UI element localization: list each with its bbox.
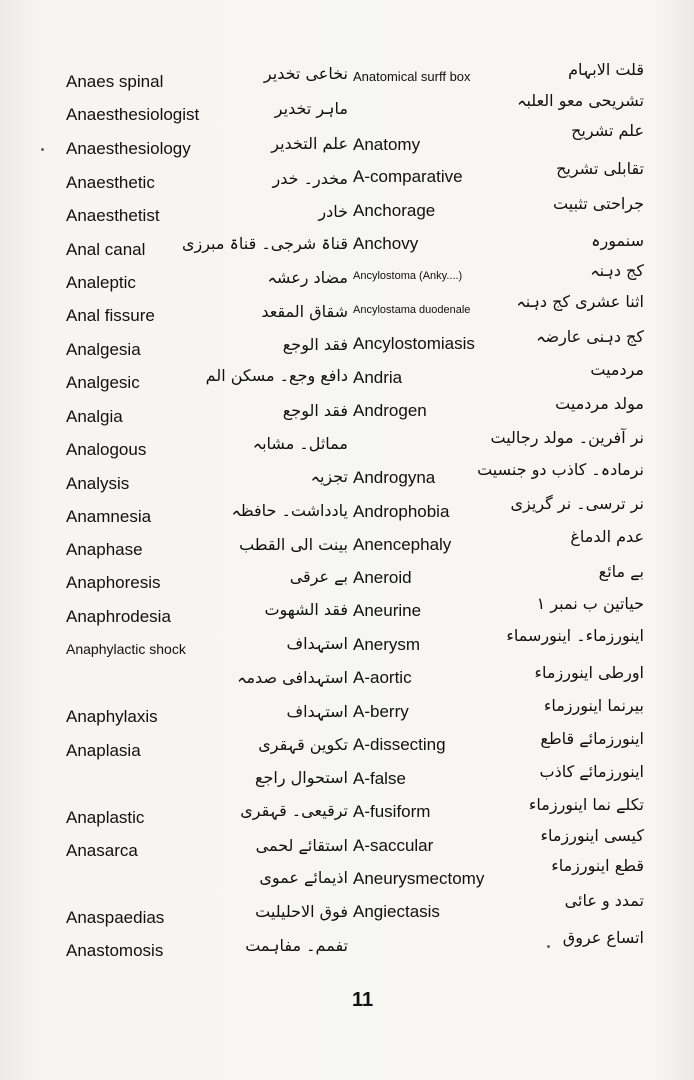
right_urdu-entry: کج دہنی عارضہ	[536, 327, 644, 346]
mid_column-entry: Aneroid	[353, 568, 412, 587]
left_column-entry: Anastomosis	[66, 941, 164, 960]
left_column-entry: Anaesthetic	[66, 173, 155, 192]
mid_column-entry: Anatomy	[353, 135, 421, 154]
left_urdu-entry: استہداف	[286, 702, 348, 721]
left_urdu-entry: اذیمائے عموی	[259, 868, 348, 887]
right_urdu-entry: تمدد و عائی	[564, 891, 644, 910]
mid_column-entry: Androgyna	[353, 468, 436, 487]
left_column-entry: Analeptic	[66, 273, 136, 292]
right_urdu-entry: کج دہنہ	[590, 261, 644, 280]
mid_column-entry: Anencephaly	[353, 535, 452, 554]
left_urdu-entry: تفمم۔ مفاہمت	[245, 936, 348, 955]
mid_column-entry: Andria	[353, 368, 403, 387]
left_column-entry: Analgia	[66, 407, 123, 426]
left_column-entry: Anaspaedias	[66, 908, 165, 927]
left_column-entry: Anal fissure	[66, 306, 155, 325]
left_urdu-entry: تکوین قہقری	[258, 735, 348, 754]
mid_column-entry: A-berry	[353, 702, 409, 721]
right_urdu-entry: اورطی اینورزماء	[534, 663, 644, 682]
mid_column-entry: A-dissecting	[353, 735, 446, 754]
page-number: 11	[352, 989, 374, 1011]
left_urdu-entry: بینت الی القطب	[239, 535, 348, 554]
right_urdu-entry: نر آفرین۔ مولد رجالیت	[490, 428, 644, 447]
left_urdu-entry: شقاق المقعد	[261, 302, 348, 321]
right_urdu-entry: مردمیت	[590, 360, 644, 379]
left_column-entry: Analgesia	[66, 340, 141, 359]
left_urdu-entry: علم التخدیر	[271, 134, 348, 153]
right_urdu-entry: بیرنما اینورزماء	[543, 696, 644, 715]
left_urdu-entry: مماثل۔ مشابہ	[252, 434, 348, 453]
left_urdu-entry: تجزیہ	[310, 467, 348, 486]
left_urdu-entry: نخاعی تخدیر	[263, 64, 348, 83]
left_urdu-entry: استقائے لحمی	[255, 836, 348, 855]
left_column-entry: Anaplasia	[66, 741, 141, 760]
right_urdu-entry: نر ترسی۔ نر گریزی	[510, 494, 644, 513]
right_urdu-entry: حیاتین ب نمبر ۱	[536, 594, 644, 613]
left_column-entry: Anamnesia	[66, 507, 152, 526]
paper-speck	[41, 148, 44, 151]
left_urdu-entry: یادداشت۔ حافظہ	[231, 501, 348, 520]
right_urdu-entry: اینورزمائے کاذب	[539, 762, 644, 781]
left_column-entry: Anaes spinal	[66, 72, 164, 91]
left_column-entry: Anaesthesiologist	[66, 105, 200, 124]
left_column-entry: Analysis	[66, 474, 130, 493]
left_column-entry: Anaesthetist	[66, 206, 160, 225]
left_column-entry: Anaphylactic shock	[66, 641, 186, 657]
mid_column-entry: Ancylostoma (Anky....)	[353, 270, 463, 282]
right_urdu-entry: قطع اینورزماء	[551, 856, 644, 875]
left_urdu-entry: ترقیعی۔ قہقری	[240, 801, 348, 820]
right_urdu-entry: سنمورہ	[591, 231, 644, 250]
mid_column-entry: Anchorage	[353, 201, 436, 220]
left_urdu-entry: قناۃ شرجی۔ قناۃ مبرزی	[181, 234, 348, 253]
left_column-entry: Anaphoresis	[66, 573, 161, 592]
left_urdu-entry: فوق الاحلیلیت	[255, 902, 348, 921]
right_urdu-entry: کیسی اینورزماء	[540, 826, 644, 845]
left_urdu-entry: استہدافی صدمہ	[237, 668, 348, 687]
left_urdu-entry: فقد الوجع	[282, 401, 348, 420]
left_urdu-entry: استحوال راجع	[254, 768, 348, 787]
right_urdu-entry: تقابلی تشریح	[556, 159, 644, 178]
left_column-entry: Anaphase	[66, 540, 143, 559]
mid_column-entry: Ancylostama duodenale	[353, 304, 471, 316]
mid_column-entry: A-saccular	[353, 836, 434, 855]
mid_column-entry: A-comparative	[353, 167, 463, 186]
left_urdu-entry: مخدر۔ خدر	[272, 169, 348, 188]
right_urdu-entry: تکلے نما اینورزماء	[528, 795, 644, 814]
left_column-entry: Anal canal	[66, 240, 146, 259]
mid_column-entry: Aneurysmectomy	[353, 869, 485, 888]
mid_column-entry: Androgen	[353, 401, 427, 420]
right_urdu-entry: اینورزمائے قاطع	[540, 729, 644, 748]
left_column-entry: Anaesthesiology	[66, 139, 191, 158]
mid_column-entry: Anerysm	[353, 635, 421, 654]
left_column-entry: Anaplastic	[66, 808, 145, 827]
paper-speck	[547, 945, 550, 948]
left_urdu-entry: مضاد رعشہ	[267, 268, 348, 287]
mid_column-entry: A-false	[353, 769, 406, 788]
right_urdu-entry: نرمادہ۔ کاذب دو جنسیت	[477, 460, 644, 479]
left_urdu-entry: دافع وجع۔ مسکن الم	[205, 366, 348, 385]
left_urdu-entry: خادر	[318, 202, 348, 221]
left_urdu-entry: فقد الوجع	[282, 335, 348, 354]
mid_column-entry: Aneurine	[353, 601, 422, 620]
right_urdu-entry: جراحتی تثبیت	[553, 194, 644, 213]
left_urdu-entry: بے عرقی	[289, 567, 348, 586]
right_urdu-entry: قلت الابہام	[568, 60, 644, 79]
mid_column-entry: Anchovy	[353, 234, 419, 253]
left_urdu-entry: ماہر تخدیر	[274, 99, 348, 118]
mid_column-entry: Androphobia	[353, 502, 450, 521]
right_urdu-entry: تشریحی معو العلبہ	[517, 91, 644, 110]
right_urdu-entry: بے مائع	[598, 562, 644, 581]
right_urdu-entry: عدم الدماغ	[570, 527, 644, 546]
left_urdu-entry: فقد الشھوت	[264, 600, 348, 619]
mid_column-entry: Ancylostomiasis	[353, 334, 475, 353]
right_urdu-entry: اتساع عروق	[562, 928, 644, 947]
mid_column-entry: A-aortic	[353, 668, 412, 687]
left_column-entry: Anasarca	[66, 841, 138, 860]
left_urdu-entry: استہداف	[286, 634, 348, 653]
left_column-entry: Analgesic	[66, 373, 140, 392]
left_column-entry: Anaphylaxis	[66, 707, 158, 726]
left_column-entry: Anaphrodesia	[66, 607, 171, 626]
right_urdu-entry: مولد مردمیت	[555, 394, 644, 413]
mid_column-entry: A-fusiform	[353, 802, 431, 821]
mid_column-entry: Angiectasis	[353, 902, 440, 921]
right_urdu-entry: اثنا عشری کج دہنہ	[516, 292, 644, 311]
left_column-entry: Analogous	[66, 440, 147, 459]
mid_column-entry: Anatomical surff box	[353, 69, 471, 84]
right_urdu-entry: اینورزماء۔ اینورسماء	[506, 626, 644, 645]
right_urdu-entry: علم تشریح	[571, 121, 644, 140]
